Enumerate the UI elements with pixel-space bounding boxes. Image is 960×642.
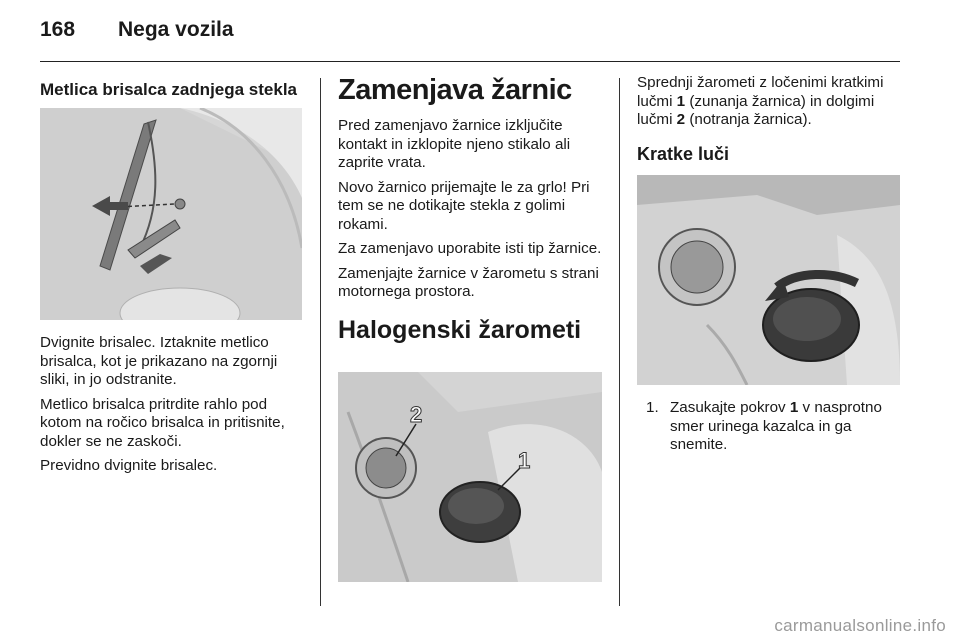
low-beam-heading: Kratke luči: [637, 143, 730, 164]
low-beam-intro: Sprednji žarometi z ločenimi kratkimi lučmi 1 (zunanja žarnica) in dolgimi lučmi 2 (notranja žarnica).: [637, 74, 884, 128]
wiper-paragraph-1: Dvignite brisalec. Iztaknite metlico brisalca, kot je prikazano na zgornji sliki, in jo odstranite.: [40, 334, 278, 388]
header-rule: [40, 61, 900, 62]
page-title: Nega vozila: [118, 18, 234, 41]
bulb-paragraph-2: Novo žarnico prijemajte le za grlo! Pri tem se ne dotikajte stekla z golimi rokami.: [338, 178, 590, 233]
halogen-heading: Halogenski žarometi: [338, 315, 582, 344]
halogen-figure: [338, 372, 602, 582]
halogen-label-1: 1: [518, 448, 531, 473]
bulb-replacement-heading: Zamenjava žarnic: [338, 74, 572, 106]
page-number: 168: [40, 18, 76, 41]
wiper-figure: [40, 108, 302, 320]
column-low-beam: [637, 74, 907, 165]
bulb-paragraph-4: Zamenjajte žarnice v žarometu s strani motornega prostora.: [338, 264, 599, 300]
bulb-paragraph-3: Za zamenjavo uporabite isti tip žarnice.: [338, 240, 602, 257]
wiper-heading: Metlica brisalca zadnjega stekla: [40, 80, 298, 99]
column-bulb-replacement: [338, 74, 606, 345]
wiper-paragraph-2: Metlico brisalca pritrdite rahlo pod kotom na ročico brisalca in pritisnite, dokler se ne zaskoči.: [40, 395, 285, 450]
watermark: carmanualsonline.info: [774, 616, 946, 635]
page-header: [40, 18, 234, 42]
bulb-paragraph-1: Pred zamenjavo žarnice izključite kontakt in izklopite njeno stikalo ali zaprite vrata.: [338, 117, 571, 171]
column-wiper: [40, 74, 305, 100]
wiper-text: [40, 334, 305, 482]
halogen-label-2: 2: [410, 402, 423, 427]
list-item: 1. Zasukajte pokrov 1 v nasprotno smer urinega kazalca in ga snemite.: [646, 399, 882, 453]
column-divider-1: [320, 78, 321, 606]
low-beam-steps: [646, 399, 906, 455]
wiper-paragraph-3: Previdno dvignite brisalec.: [40, 457, 218, 474]
column-divider-2: [619, 78, 620, 606]
low-beam-figure: [637, 175, 900, 385]
